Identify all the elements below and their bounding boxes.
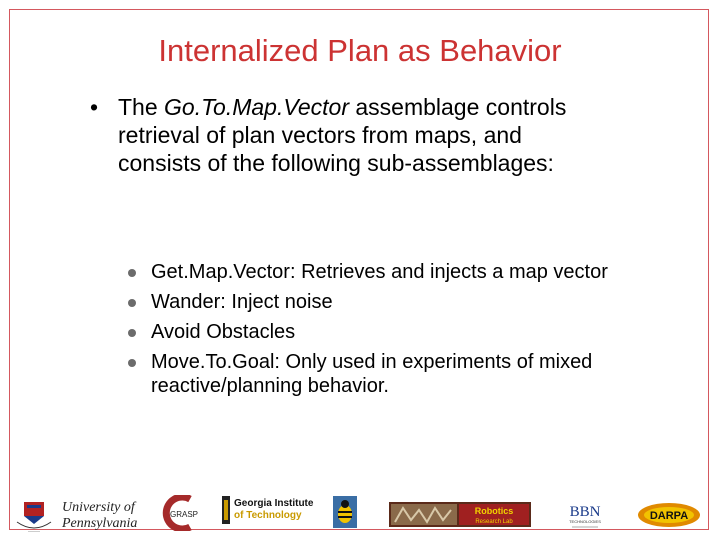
sub-bullet-item — [147, 320, 647, 344]
sub-bullet-dot — [128, 299, 136, 307]
sub-bullet-text: Move.To.Goal: Only used in experiments of mixed reactive/planning behavior. — [151, 351, 593, 397]
slide-title: Internalized Plan as Behavior — [158, 33, 562, 68]
sub-bullet-dot — [128, 359, 136, 367]
darpa-label: DARPA — [649, 510, 689, 522]
upenn-line1: University of — [62, 500, 135, 515]
sub-bullet-text: Get.Map.Vector: Retrieves and injects a map vector — [151, 261, 608, 283]
main-bullet-prefix: The — [118, 94, 165, 120]
bbn-sub: TECHNOLOGIES — [569, 519, 601, 524]
upenn-seal-logo — [14, 500, 54, 534]
main-bullet-text — [118, 93, 610, 177]
grasp-label: GRASP — [169, 510, 199, 519]
main-bullet — [90, 93, 610, 177]
main-bullet-emphasis: Go.To.Map.Vector — [164, 94, 349, 120]
sub-bullet-list — [147, 260, 647, 398]
sub-bullet-item — [147, 350, 647, 398]
usc-sub: Research Lab — [475, 519, 513, 525]
gatech-line2: of Technology — [234, 510, 302, 521]
sub-bullet-text: Avoid Obstacles — [151, 321, 296, 343]
usc-robotics-logo — [389, 502, 531, 527]
bbn-logo — [562, 500, 608, 530]
sub-bullet-item — [147, 260, 647, 284]
svg-text:———: ——— — [28, 528, 40, 533]
usc-label: Robotics — [474, 506, 514, 516]
gatech-line1: Georgia Institute — [234, 498, 314, 509]
buzz-mascot-icon — [333, 496, 357, 528]
upenn-wordmark — [62, 500, 152, 532]
sub-bullet-dot — [128, 329, 136, 337]
sub-bullet-dot — [128, 269, 136, 277]
georgia-tech-logo — [222, 494, 326, 526]
sub-bullet-text: Wander: Inject noise — [151, 291, 333, 313]
bullet-marker: • — [90, 94, 99, 120]
darpa-logo — [637, 502, 701, 528]
upenn-line2: Pennsylvania — [62, 516, 138, 531]
grasp-logo — [160, 495, 206, 531]
main-bullet-suffix: assemblage controls retrieval of plan vectors from maps, and consists of the following sub-assemblages: — [118, 94, 567, 176]
bbn-label: BBN — [569, 504, 601, 520]
sub-bullet-item — [147, 290, 647, 314]
